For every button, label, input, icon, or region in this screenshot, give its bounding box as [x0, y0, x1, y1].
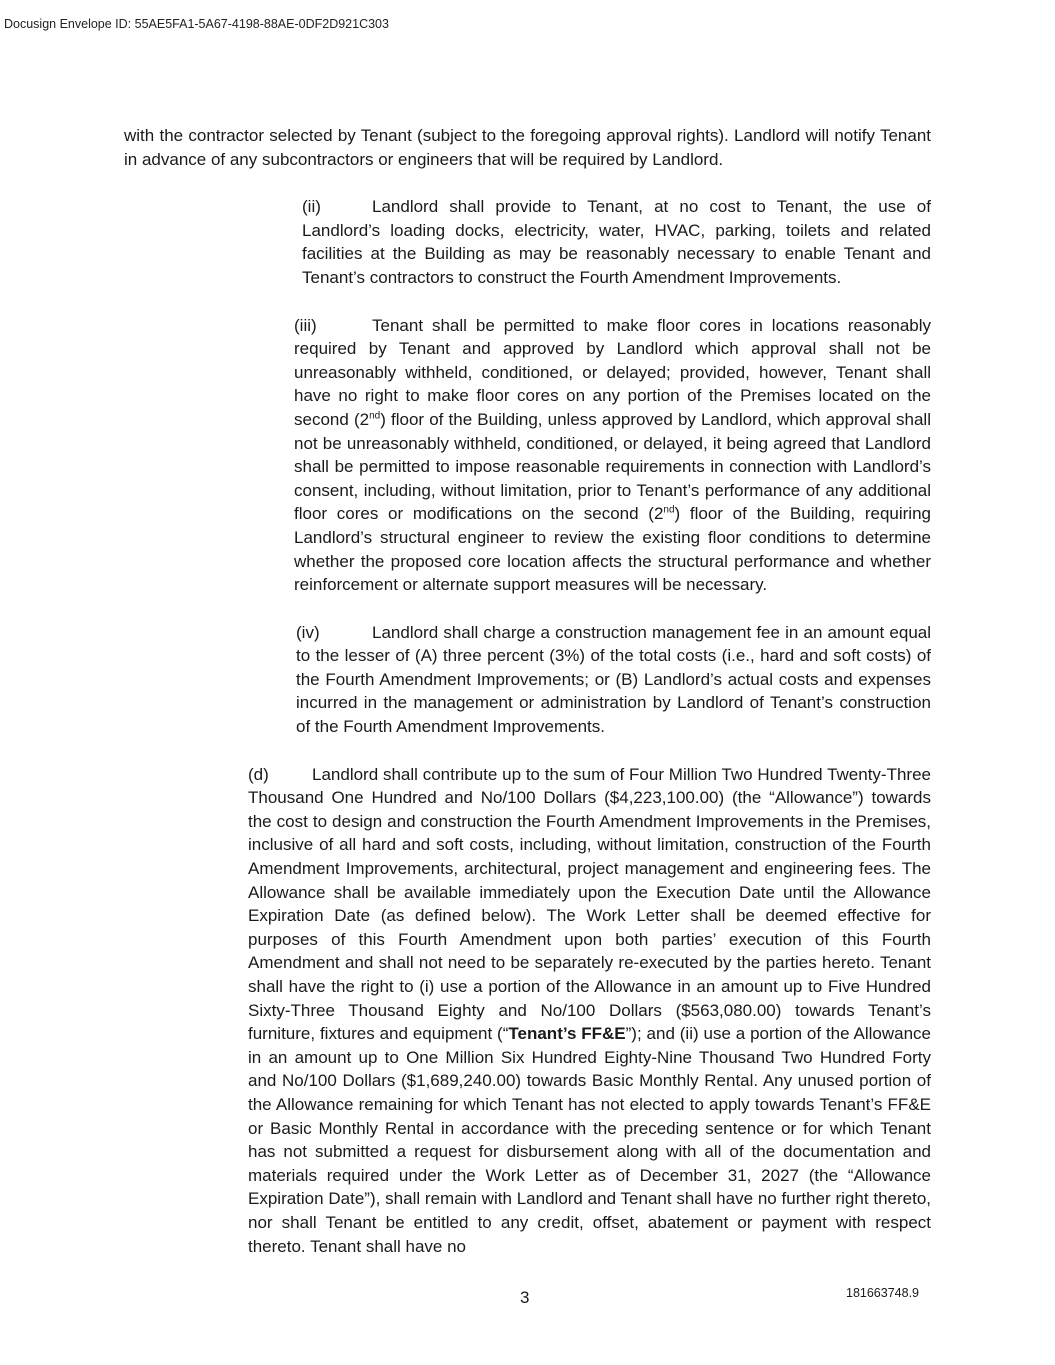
document-number: 181663748.9: [846, 1286, 919, 1300]
paragraph-ii-text: Landlord shall provide to Tenant, at no cost to Tenant, the use of Landlord’s loading docks, electricity, water, HVAC, parking, toilets and related facilities at the Building as may be reasonably necessary to enable Tenant and Tenant’s contractors to construct the Fourth Amendment Improvements.: [302, 197, 931, 287]
paragraph-d: [124, 763, 931, 1258]
paragraph-iii: [124, 314, 931, 597]
ordinal-superscript: nd: [369, 410, 381, 422]
paragraph-iv-text: Landlord shall charge a construction management fee in an amount equal to the lesser of (A) three percent (3%) of the total costs (i.e., hard and soft costs) of the Fourth Amendment Improvements; or (B) Landlord’s actual costs and expenses incurred in the management or administration by Landlord of Tenant’s construction of the Fourth Amendment Improvements.: [296, 622, 931, 737]
paragraph-ii: [124, 195, 931, 289]
paragraph-d-label: (d): [248, 764, 269, 784]
paragraph-iv-label: (iv): [296, 622, 320, 642]
paragraph-iii-text-2: ) floor of the Building, unless approved by Landlord, which approval shall not be unreasonably withheld, conditioned, or delayed, it being agreed that Landlord shall be permitted to impose reasonable requirements in connection with Landlord’s consent, including, without limitation, prior to Tenant’s performance of any additional floor cores or modifications on the second (2: [294, 409, 931, 524]
ordinal-superscript: nd: [663, 504, 675, 516]
paragraph-iii-text-1: Tenant shall be permitted to make floor cores in locations reasonably required by Tenant and approved by Landlord which approval shall not be unreasonably withheld, conditioned, or delayed; provided, however, Tenant shall have no right to make floor cores on any portion of the Premises located on the second (2: [294, 315, 931, 429]
paragraph-iii-text-3: ) floor of the Building, requiring Landlord’s structural engineer to review the existing floor conditions to determine whether the proposed core location affects the structural performance and whether reinforcement or alternate support measures will be necessary.: [294, 504, 931, 595]
document-body: [124, 124, 931, 1258]
docusign-envelope-id: Docusign Envelope ID: 55AE5FA1-5A67-4198-88AE-0DF2D921C303: [4, 17, 389, 31]
paragraph-iii-label: (iii): [294, 315, 317, 335]
paragraph-d-text-2: ”); and (ii) use a portion of the Allowance in an amount up to One Million Six Hundred Eighty-Nine Thousand Two Hundred Forty and No/100 Dollars ($1,689,240.00) towards Basic Monthly Rental. Any unused portion of the Allowance remaining for which Tenant has not elected to apply towards Tenant’s FF&E or Basic Monthly Rental in accordance with the preceding sentence or for which Tenant has not submitted a request for disbursement along with all of the documentation and materials required under the Work Letter as of December 31, 2027 (the “Allowance Expiration Date”), shall remain with Landlord and Tenant shall have no further right thereto, nor shall Tenant be entitled to any credit, offset, abatement or payment with respect thereto. Tenant shall have no: [248, 1024, 931, 1256]
paragraph-continuation: with the contractor selected by Tenant (subject to the foregoing approval rights). Landlord will notify Tenant in advance of any subcontractors or engineers that will be required by Landlord.: [124, 126, 931, 169]
page-number: 3: [520, 1288, 530, 1307]
defined-term-ffe: Tenant’s FF&E: [508, 1024, 626, 1044]
paragraph-iv: [124, 621, 931, 739]
paragraph-d-text-1: Landlord shall contribute up to the sum of Four Million Two Hundred Twenty-Three Thousand One Hundred and No/100 Dollars ($4,223,100.00) (the “Allowance”) towards the cost to design and construction the Fourth Amendment Improvements in the Premises, inclusive of all hard and soft costs, including, without limitation, construction of the Fourth Amendment Improvements, architectural, project management and engineering fees. The Allowance shall be available immediately upon the Execution Date until the Allowance Expiration Date (as defined below). The Work Letter shall be deemed effective for purposes of this Fourth Amendment upon both parties’ execution of this Fourth Amendment and shall not need to be separately re-executed by the parties hereto. Tenant shall have the right to (i) use a portion of the Allowance in an amount up to Five Hundred Sixty-Three Thousand Eighty and No/100 Dollars ($563,080.00) towards Tenant’s furniture, fixtures and equipment (“: [248, 764, 931, 1044]
paragraph-ii-label: (ii): [302, 197, 321, 217]
